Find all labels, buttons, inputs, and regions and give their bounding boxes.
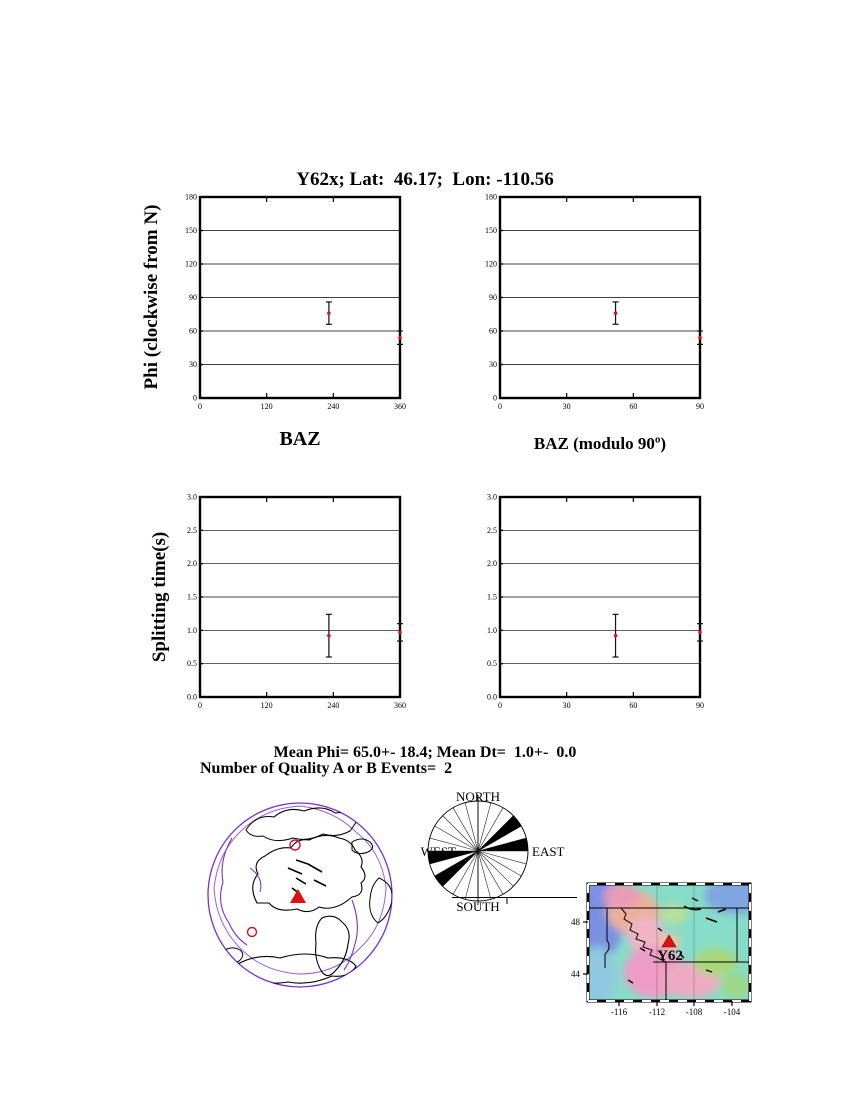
- map-xtick-112: -112: [648, 1007, 666, 1017]
- rose-west-label: WEST: [420, 844, 456, 859]
- topo-art: [580, 874, 768, 1006]
- x-tick-label: 360: [394, 402, 406, 411]
- y-tick-label: 3.0: [487, 492, 497, 502]
- plot-phi-vs-baz: [185, 193, 406, 412]
- plot-phi-vs-baz-mod90: [485, 193, 704, 412]
- y-tick-label: 0.0: [487, 692, 497, 702]
- coastline-arctic-islands: [352, 824, 382, 853]
- coastline-australia: [222, 948, 243, 963]
- x-tick-label: 240: [327, 402, 340, 411]
- rose-spoke: [478, 851, 526, 864]
- station-triangle-globe: [290, 889, 306, 903]
- data-point: [326, 614, 332, 657]
- map-ytick-44: 44: [571, 969, 580, 979]
- y-tick-label: 1.0: [487, 625, 497, 635]
- y-tick-label: 3.0: [187, 492, 197, 502]
- dt-axis-title: Splitting time(s): [149, 531, 170, 663]
- rose-spoke: [478, 851, 491, 899]
- x-tick-label: 120: [260, 701, 273, 710]
- rose-north-label: NORTH: [456, 789, 500, 804]
- y-tick-label: 0: [493, 393, 497, 403]
- measurement-dot: [698, 631, 702, 635]
- plot-dt-vs-baz-mod90: [487, 493, 704, 711]
- rose-labels: [421, 789, 565, 914]
- x-tick-label: 90: [696, 701, 704, 710]
- coastline-north-america: [253, 835, 365, 911]
- map-xtick-104: -104: [723, 1007, 741, 1017]
- data-point: [397, 624, 403, 641]
- map-xtick-108: -108: [685, 1007, 703, 1017]
- event-marker-1: [290, 840, 300, 850]
- y-tick-label: 0: [193, 393, 197, 403]
- rose-spoke: [465, 803, 478, 851]
- rose-east-label: EAST: [532, 844, 565, 859]
- y-tick-label: 2.0: [487, 559, 497, 569]
- y-tick-label: 90: [489, 293, 497, 302]
- phi-axis-title: Phi (clockwise from N): [141, 204, 162, 390]
- y-tick-label: 60: [189, 326, 197, 336]
- y-tick-label: 0.5: [187, 659, 197, 669]
- measurement-dot: [327, 311, 331, 315]
- coastline-eurasia: [246, 808, 357, 841]
- plot-dt-vs-baz: [187, 493, 406, 711]
- x-tick-label: 60: [629, 701, 638, 710]
- data-point: [697, 624, 703, 641]
- y-tick-label: 60: [489, 326, 497, 336]
- y-tick-label: 2.5: [187, 525, 197, 535]
- y-tick-label: 30: [489, 360, 497, 369]
- data-point: [697, 331, 703, 344]
- y-tick-label: 150: [185, 226, 197, 235]
- event-marker-2: [248, 928, 257, 937]
- x-tick-label: 0: [498, 701, 502, 710]
- measurement-dot: [327, 634, 331, 638]
- x-tick-label: 60: [629, 402, 638, 411]
- globe-map: [208, 803, 392, 987]
- measurement-dot: [614, 311, 618, 315]
- x-tick-label: 360: [394, 701, 406, 710]
- y-tick-label: 1.0: [187, 625, 197, 635]
- x-tick-label: 240: [327, 701, 340, 710]
- globe-continents: [221, 808, 393, 983]
- y-tick-label: 180: [485, 192, 497, 202]
- measurement-dot: [398, 336, 402, 340]
- y-tick-label: 2.5: [487, 525, 497, 535]
- topo-map: [571, 874, 768, 1017]
- y-tick-label: 90: [189, 293, 197, 302]
- hudson-bay-detail: [288, 860, 326, 894]
- y-tick-label: 120: [185, 259, 197, 269]
- page-title: Y62x; Lat: 46.17; Lon: -110.56: [296, 169, 554, 190]
- y-tick-label: 150: [485, 226, 497, 235]
- data-point: [326, 302, 332, 324]
- y-tick-label: 0.5: [487, 659, 497, 669]
- baz-mod90-axis-title: BAZ (modulo 90º): [533, 434, 667, 453]
- map-ytick-48: 48: [571, 917, 580, 927]
- measurement-dot: [398, 631, 402, 635]
- data-point: [613, 302, 619, 324]
- rose-south-label: SOUTH: [456, 899, 500, 914]
- mean-phi-dt-text: Mean Phi= 65.0+- 18.4; Mean Dt= 1.0+- 0.0: [273, 744, 577, 761]
- y-tick-label: 0.0: [187, 692, 197, 702]
- x-tick-label: 90: [696, 402, 704, 411]
- x-tick-label: 30: [562, 701, 571, 710]
- y-tick-label: 180: [185, 192, 197, 202]
- x-tick-label: 0: [498, 402, 502, 411]
- y-tick-label: 30: [189, 360, 197, 369]
- x-tick-label: 0: [198, 701, 202, 710]
- y-tick-label: 1.5: [187, 592, 197, 602]
- measurement-dot: [614, 634, 618, 638]
- x-tick-label: 30: [562, 402, 571, 411]
- measurement-dot: [698, 336, 702, 340]
- map-xtick-116: -116: [610, 1007, 628, 1017]
- y-tick-label: 1.5: [487, 592, 497, 602]
- data-point: [397, 331, 403, 344]
- station-label: Y62: [657, 948, 683, 964]
- coastline-south-america: [316, 916, 350, 975]
- x-tick-label: 0: [198, 402, 202, 411]
- baz-axis-title: BAZ: [279, 428, 321, 450]
- plate-boundary-juan-de-fuca: [250, 868, 261, 892]
- data-point: [613, 614, 619, 657]
- globe-plate-boundary-ring: [214, 806, 386, 974]
- x-tick-label: 120: [260, 402, 273, 411]
- y-tick-label: 120: [485, 259, 497, 269]
- y-tick-label: 2.0: [187, 559, 197, 569]
- event-count-text: Number of Quality A or B Events= 2: [200, 760, 453, 777]
- plate-boundary-pacific: [221, 838, 247, 945]
